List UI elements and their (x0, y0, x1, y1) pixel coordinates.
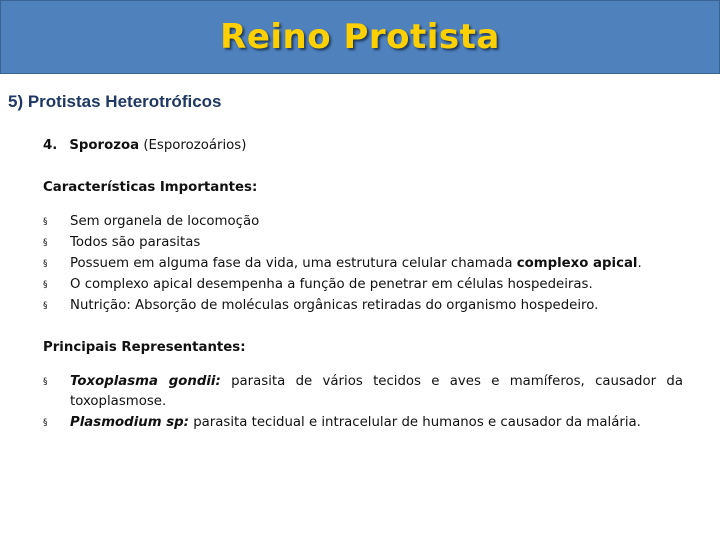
item-number: 4. (43, 138, 58, 153)
slide-content (43, 136, 683, 455)
item-name: Sporozoa (69, 138, 140, 153)
bullet-icon: § (43, 301, 48, 311)
list-item-text: Nutrição: Absorção de moléculas orgânicas retiradas do organismo hospedeiro. (70, 298, 599, 313)
list-item (43, 372, 683, 412)
list-item-text: Sem organela de locomoção (70, 214, 260, 229)
list-item-text: Possuem em alguma fase da vida, uma estrutura celular chamada (70, 256, 517, 271)
list-item-text: O complexo apical desempenha a função de penetrar em células hospedeiras. (70, 277, 593, 292)
bullet-icon: § (43, 238, 48, 248)
section-subtitle: 5) Protistas Heterotróficos (8, 92, 222, 111)
list-item (43, 413, 683, 433)
list-item (43, 212, 683, 232)
title-banner (0, 0, 720, 74)
list-item (43, 254, 683, 274)
slide-title: Reino Protista (220, 17, 500, 57)
representatives-list (43, 372, 683, 433)
species-name: Plasmodium sp: (70, 415, 189, 430)
list-item-text: Todos são parasitas (70, 235, 201, 250)
bullet-icon: § (43, 377, 48, 387)
species-name: Toxoplasma gondii: (70, 374, 221, 389)
bullet-icon: § (43, 259, 48, 269)
list-item-end-text: . (637, 256, 642, 271)
list-item (43, 296, 683, 316)
characteristics-list (43, 212, 683, 316)
species-description: parasita tecidual e intracelular de humanos e causador da malária. (188, 415, 641, 430)
bullet-icon: § (43, 418, 48, 428)
bullet-icon: § (43, 280, 48, 290)
bullet-icon: § (43, 217, 48, 227)
representatives-heading: Principais Representantes: (43, 340, 246, 355)
characteristics-heading: Características Importantes: (43, 180, 258, 195)
item-heading (43, 136, 683, 156)
list-item (43, 233, 683, 253)
item-name-detail: (Esporozoários) (143, 138, 247, 153)
list-item (43, 275, 683, 295)
species-description: parasita de vários tecidos e aves e mamíferos, causador da toxoplasmose. (70, 374, 683, 409)
list-item-bold-text: complexo apical (516, 256, 638, 271)
